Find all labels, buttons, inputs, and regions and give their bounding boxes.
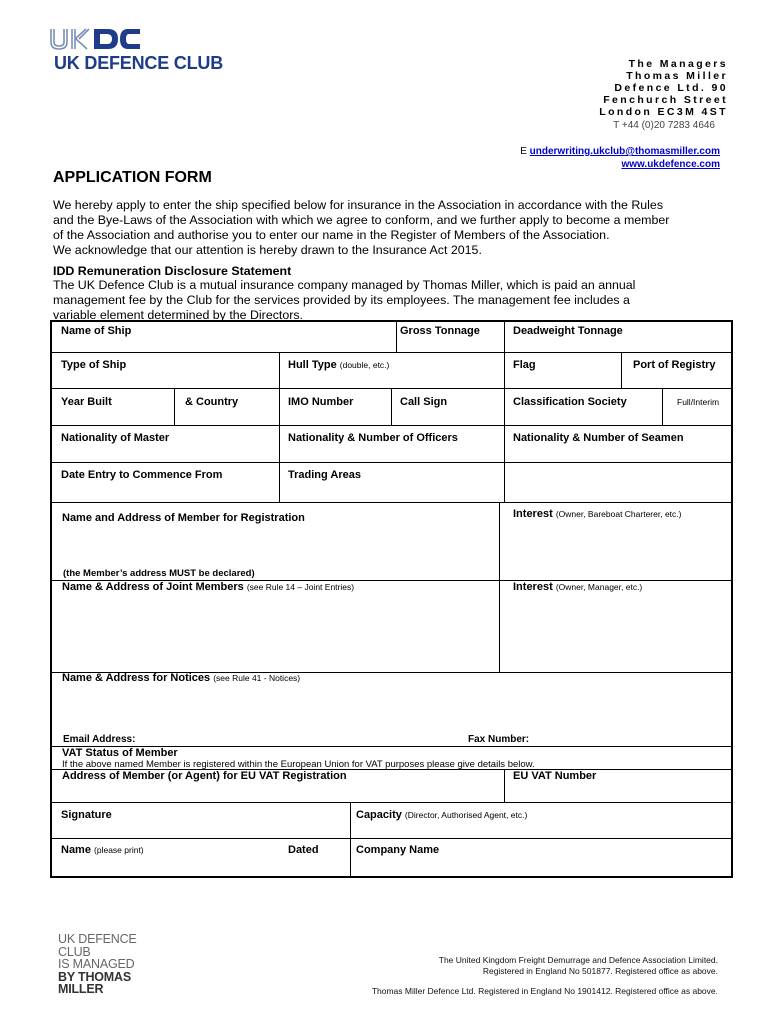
country-label: & Country (185, 396, 239, 408)
flag-label: Flag (513, 359, 536, 371)
notices-label: Name & Address for Notices (see Rule 41 - Notices) (62, 672, 301, 684)
type-of-ship-label: Type of Ship (61, 359, 127, 371)
address-declared-note: (the Member’s address MUST be declared) (63, 568, 255, 579)
intro-paragraph (53, 198, 743, 258)
vat-status-label: VAT Status of Member (62, 747, 178, 759)
address-line: Fenchurch Street (603, 94, 728, 106)
intro-line: of the Association and authorise you to enter our name in the Register of Members of the Association. (53, 228, 610, 242)
company-name-label: Company Name (356, 844, 440, 856)
deadweight-tonnage-label: Deadweight Tonnage (513, 325, 623, 337)
intro-line: We hereby apply to enter the ship specified below for insurance in the Association in accordance with the Rules (53, 198, 664, 212)
footer-line: The United Kingdom Freight Demurrage and Defence Association Limited. (438, 955, 718, 965)
imo-number-label: IMO Number (288, 396, 354, 408)
signature-label: Signature (61, 809, 112, 821)
address-line: London EC3M 4ST (599, 106, 728, 118)
dated-label: Dated (288, 844, 319, 856)
joint-members-label: Name & Address of Joint Members (see Rule 14 – Joint Entries) (62, 581, 355, 593)
nationality-seamen-label: Nationality & Number of Seamen (513, 432, 684, 444)
gross-tonnage-label: Gross Tonnage (400, 325, 480, 337)
address-block (599, 58, 728, 118)
fax-number-label: Fax Number: (468, 734, 530, 745)
address-line: The Managers (628, 58, 728, 70)
footer-line: Thomas Miller Defence Ltd. Registered in England No 1901412. Registered office as above. (371, 986, 718, 996)
idd-line: variable element determined by the Directors. (53, 308, 303, 322)
name-of-ship-label: Name of Ship (61, 325, 132, 337)
page-title: APPLICATION FORM (53, 169, 212, 186)
address-line: Defence Ltd. 90 (614, 82, 728, 94)
full-interim-label: Full/Interim (677, 397, 720, 407)
eu-vat-number-label: EU VAT Number (513, 770, 597, 782)
vat-address-label: Address of Member (or Agent) for EU VAT Registration (62, 770, 347, 782)
interest-label: Interest (Owner, Bareboat Charterer, etc.) (513, 508, 682, 520)
capacity-label: Capacity (Director, Authorised Agent, etc.) (356, 809, 528, 821)
vat-note: If the above named Member is registered within the European Union for VAT purposes please give details below. (62, 759, 535, 770)
interest-label: Interest (Owner, Manager, etc.) (513, 581, 643, 593)
intro-line: We acknowledge that our attention is hereby drawn to the Insurance Act 2015. (53, 243, 482, 257)
application-form (50, 320, 733, 878)
idd-line: management fee by the Club for the services provided by its employees. The management fee includes a (53, 293, 630, 307)
telephone: T +44 (0)20 7283 4646 (613, 120, 715, 131)
footer-line: Registered in England No 501877. Registered office as above. (482, 966, 718, 976)
nationality-master-label: Nationality of Master (61, 432, 170, 444)
website-link[interactable]: www.ukdefence.com (621, 159, 720, 170)
email-link[interactable]: underwriting.ukclub@thomasmiller.com (529, 146, 720, 157)
logo-text: UK DEFENCE CLUB (54, 53, 224, 73)
hull-type-label: Hull Type (double, etc.) (288, 359, 390, 371)
year-built-label: Year Built (61, 396, 112, 408)
port-of-registry-label: Port of Registry (633, 359, 716, 371)
email-prefix: E (520, 146, 527, 157)
intro-line: and the Bye-Laws of the Association with which we agree to conform, and we further apply to become a member (53, 213, 670, 227)
contact-block (520, 145, 720, 171)
idd-heading: IDD Remuneration Disclosure Statement (53, 264, 292, 278)
email-address-label: Email Address: (63, 734, 136, 745)
address-line: Thomas Miller (626, 70, 728, 82)
ukdc-logo-mark (50, 27, 140, 51)
footer-logo: UK DEFENCE CLUB IS MANAGED BY THOMAS MILLER (58, 932, 137, 996)
name-label: Name (please print) (61, 844, 144, 856)
call-sign-label: Call Sign (400, 396, 448, 408)
idd-paragraph (53, 278, 743, 323)
nationality-officers-label: Nationality & Number of Officers (288, 432, 458, 444)
trading-areas-label: Trading Areas (288, 469, 361, 481)
idd-line: The UK Defence Club is a mutual insurance company managed by Thomas Miller, which is paid an annual (53, 278, 636, 292)
date-entry-label: Date Entry to Commence From (61, 469, 223, 481)
member-registration-label: Name and Address of Member for Registration (62, 512, 305, 524)
classification-society-label: Classification Society (513, 396, 627, 408)
